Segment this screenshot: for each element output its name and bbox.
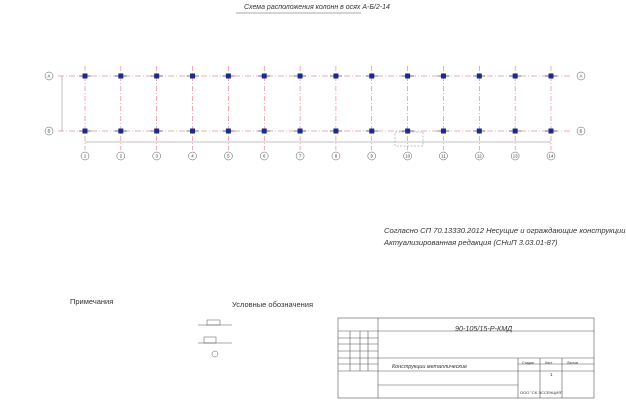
axis-label-А-left: А (47, 73, 51, 79)
stage-header: Стадия (522, 361, 534, 365)
sheets-count-header: Листов (567, 361, 579, 365)
axis-label-1: 1 (83, 153, 87, 159)
axis-label-11: 11 (441, 153, 446, 159)
norm-reference-line2: Актуализированная редакция (СНиП 3.03.01-87) (384, 237, 558, 247)
norm-reference-line1: Согласно СП 70.13330.2012 Несущие и ограждающие конструкции (384, 226, 626, 235)
axis-label-2: 2 (119, 153, 123, 159)
axis-label-4: 4 (191, 153, 194, 159)
axis-label-8: 8 (334, 153, 338, 159)
column-А-10 (402, 74, 414, 79)
column-Б-1 (79, 129, 91, 134)
axis-label-3: 3 (155, 153, 158, 159)
column-Б-9 (366, 129, 378, 134)
column-Б-13 (509, 129, 521, 134)
column-А-13 (509, 74, 521, 79)
column-А-12 (473, 74, 485, 79)
remarks-heading: Примечания (70, 297, 114, 306)
column-А-11 (437, 74, 449, 79)
remarks-block (70, 298, 165, 312)
column-Б-8 (330, 129, 342, 134)
axis-label-9: 9 (370, 153, 373, 159)
column-А-8 (330, 74, 342, 79)
column-Б-7 (294, 129, 306, 134)
column-А-9 (366, 74, 378, 79)
axis-label-14: 14 (548, 153, 554, 159)
document-name: Конструкции металлические (392, 364, 467, 370)
document-code: 90-105/15-Р-КМД (455, 324, 513, 333)
axis-label-6: 6 (263, 153, 266, 159)
column-Б-5 (222, 129, 234, 134)
drawing-title: Схема расположения колонн в осях А-Б/2-14 (244, 4, 390, 11)
axis-label-13: 13 (512, 153, 518, 159)
column-А-1 (79, 74, 91, 79)
column-Б-10 (402, 129, 414, 134)
general-notes-block (384, 227, 626, 252)
sheet-header: Лист (545, 361, 553, 365)
column-А-6 (258, 74, 270, 79)
organization-name: ООО "СК ЭССЕНЦИЯ" (520, 390, 563, 395)
column-Б-14 (545, 129, 557, 134)
column-plan (45, 66, 585, 160)
axis-label-Б-left: Б (47, 128, 51, 134)
axis-label-10: 10 (405, 153, 411, 159)
column-Б-3 (151, 129, 163, 134)
column-Б-11 (437, 129, 449, 134)
column-А-2 (115, 74, 127, 79)
axis-label-Б-right: Б (579, 128, 583, 134)
column-А-7 (294, 74, 306, 79)
column-А-4 (187, 74, 199, 79)
column-А-5 (222, 74, 234, 79)
axis-label-7: 7 (298, 153, 302, 159)
column-Б-12 (473, 129, 485, 134)
legend-symbols (198, 320, 232, 357)
legend-heading: Условные обозначения (232, 300, 314, 309)
column-Б-6 (258, 129, 270, 134)
sheet-number: 1 (550, 372, 553, 377)
column-А-14 (545, 74, 557, 79)
axis-label-12: 12 (476, 153, 482, 159)
column-Б-2 (115, 129, 127, 134)
column-А-3 (151, 74, 163, 79)
axis-label-5: 5 (227, 153, 230, 159)
column-Б-4 (187, 129, 199, 134)
detail-callout-box (395, 132, 423, 146)
axis-label-А-right: А (579, 73, 583, 79)
